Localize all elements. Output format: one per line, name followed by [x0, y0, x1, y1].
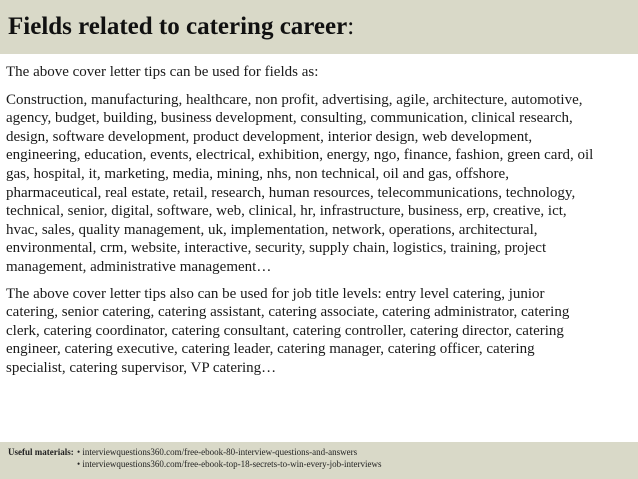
- fields-line: management, administrative management…: [6, 258, 272, 275]
- page-title: [8, 12, 638, 42]
- footer-label-separator: :: [70, 447, 74, 457]
- page-title-text: Fields related to catering career: [8, 13, 348, 40]
- fields-line: environmental, crm, website, interactive, security, supply chain, logistics, training, project: [6, 240, 547, 257]
- fields-line: pharmaceutical, real estate, retail, research, human resources, telecommunications, technology,: [6, 184, 576, 201]
- footer-label-text: Useful materials: [8, 447, 71, 457]
- fields-paragraph: [6, 91, 634, 277]
- fields-line: technical, senior, digital, software, web, clinical, hr, infrastructure, business, erp, creative, ict,: [6, 203, 567, 220]
- title-bar: [0, 0, 638, 54]
- fields-line: agency, budget, building, business development, consulting, communication, clinical research,: [6, 110, 573, 127]
- job-titles-line: clerk, catering coordinator, catering consultant, catering controller, catering director, catering: [6, 322, 564, 339]
- footer-link-ebook-18-secrets[interactable]: • interviewquestions360.com/free-ebook-top-18-secrets-to-win-every-job-interviews: [77, 458, 382, 469]
- fields-line: hvac, sales, quality management, uk, implementation, network, operations, architectural,: [6, 221, 538, 238]
- fields-line: gas, hospital, it, marketing, media, mining, nhs, non technical, oil and gas, offshore,: [6, 165, 509, 182]
- job-titles-line: engineer, catering executive, catering leader, catering manager, catering officer, catering: [6, 341, 535, 358]
- intro-text: The above cover letter tips can be used for fields as:: [6, 64, 319, 80]
- job-titles-paragraph: [6, 285, 634, 378]
- fields-line: design, software development, product development, interior design, web development,: [6, 128, 533, 145]
- footer-label: [8, 447, 77, 459]
- job-titles-line: catering, senior catering, catering assistant, catering associate, catering administrator, catering: [6, 304, 570, 321]
- content-area: [6, 63, 634, 378]
- footer-link-ebook-80-questions[interactable]: • interviewquestions360.com/free-ebook-80-interview-questions-and-answers: [77, 447, 358, 457]
- footer-row: [8, 459, 638, 471]
- page-title-colon: :: [347, 13, 355, 40]
- footer-bar: [0, 442, 638, 479]
- fields-line: engineering, education, events, electrical, exhibition, energy, ngo, finance, fashion, green card, oil: [6, 147, 594, 164]
- job-titles-line: specialist, catering supervisor, VP catering…: [6, 359, 277, 376]
- footer-row: [8, 447, 638, 459]
- job-titles-line: The above cover letter tips also can be used for job title levels: entry level catering, junior: [6, 285, 545, 302]
- fields-line: Construction, manufacturing, healthcare, non profit, advertising, agile, architecture, automotive,: [6, 91, 583, 108]
